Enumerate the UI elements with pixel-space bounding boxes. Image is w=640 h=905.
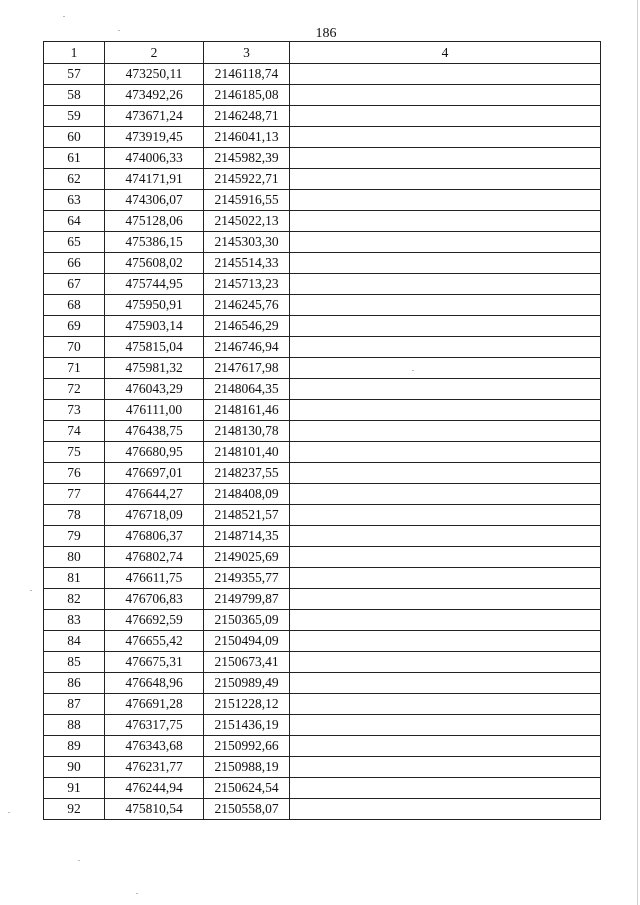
coordinate-x-cell: 474306,07 [105, 190, 204, 211]
row-number-cell: 66 [44, 253, 105, 274]
coordinate-x-cell: 475744,95 [105, 274, 204, 295]
notes-cell [290, 589, 601, 610]
coordinate-y-cell: 2148101,40 [204, 442, 290, 463]
table-row [44, 547, 601, 568]
coordinate-x-cell: 476317,75 [105, 715, 204, 736]
notes-cell [290, 463, 601, 484]
coordinate-y-cell: 2148408,09 [204, 484, 290, 505]
row-number-cell: 73 [44, 400, 105, 421]
coordinate-x-cell: 473250,11 [105, 64, 204, 85]
row-number-cell: 58 [44, 85, 105, 106]
notes-cell [290, 211, 601, 232]
coordinate-x-cell: 476802,74 [105, 547, 204, 568]
coordinate-x-cell: 476231,77 [105, 757, 204, 778]
row-number-cell: 84 [44, 631, 105, 652]
table-row [44, 463, 601, 484]
notes-cell [290, 127, 601, 148]
coordinate-x-cell: 476806,37 [105, 526, 204, 547]
notes-cell [290, 421, 601, 442]
scan-speck [30, 590, 32, 591]
table-row [44, 127, 601, 148]
table-row [44, 274, 601, 295]
notes-cell [290, 526, 601, 547]
table-row [44, 421, 601, 442]
coordinate-y-cell: 2150992,66 [204, 736, 290, 757]
row-number-cell: 57 [44, 64, 105, 85]
coordinate-y-cell: 2151436,19 [204, 715, 290, 736]
coordinate-x-cell: 476697,01 [105, 463, 204, 484]
coordinate-y-cell: 2147617,98 [204, 358, 290, 379]
table-row [44, 64, 601, 85]
notes-cell [290, 736, 601, 757]
coordinate-x-cell: 475810,54 [105, 799, 204, 820]
coordinate-x-cell: 476648,96 [105, 673, 204, 694]
table-row [44, 379, 601, 400]
table-row [44, 757, 601, 778]
notes-cell [290, 253, 601, 274]
coordinate-y-cell: 2148161,46 [204, 400, 290, 421]
notes-cell [290, 484, 601, 505]
row-number-cell: 75 [44, 442, 105, 463]
row-number-cell: 88 [44, 715, 105, 736]
coordinate-y-cell: 2146245,76 [204, 295, 290, 316]
coordinate-y-cell: 2145922,71 [204, 169, 290, 190]
table-row [44, 589, 601, 610]
coordinate-x-cell: 476043,29 [105, 379, 204, 400]
notes-cell [290, 568, 601, 589]
notes-cell [290, 778, 601, 799]
notes-cell [290, 715, 601, 736]
table-row [44, 610, 601, 631]
row-number-cell: 86 [44, 673, 105, 694]
coordinate-y-cell: 2145713,23 [204, 274, 290, 295]
table-row [44, 400, 601, 421]
coordinate-y-cell: 2145514,33 [204, 253, 290, 274]
table-row [44, 358, 601, 379]
coordinate-x-cell: 473671,24 [105, 106, 204, 127]
coordinate-x-cell: 476655,42 [105, 631, 204, 652]
notes-cell [290, 799, 601, 820]
coordinate-y-cell: 2146185,08 [204, 85, 290, 106]
coordinate-y-cell: 2148237,55 [204, 463, 290, 484]
coordinate-y-cell: 2149355,77 [204, 568, 290, 589]
row-number-cell: 71 [44, 358, 105, 379]
row-number-cell: 64 [44, 211, 105, 232]
table-row [44, 337, 601, 358]
table-row [44, 631, 601, 652]
table-row [44, 442, 601, 463]
table-row [44, 694, 601, 715]
coordinate-x-cell: 473492,26 [105, 85, 204, 106]
notes-cell [290, 64, 601, 85]
coordinate-x-cell: 475903,14 [105, 316, 204, 337]
coordinate-y-cell: 2145303,30 [204, 232, 290, 253]
row-number-cell: 61 [44, 148, 105, 169]
column-header-4: 4 [290, 42, 601, 64]
scan-speck [63, 16, 65, 17]
coordinate-x-cell: 475128,06 [105, 211, 204, 232]
notes-cell [290, 232, 601, 253]
coordinate-y-cell: 2146041,13 [204, 127, 290, 148]
notes-cell [290, 673, 601, 694]
coordinate-y-cell: 2145982,39 [204, 148, 290, 169]
table-row [44, 736, 601, 757]
scan-edge-line [637, 0, 638, 905]
coordinate-y-cell: 2150989,49 [204, 673, 290, 694]
scan-speck [118, 30, 120, 31]
table-row [44, 106, 601, 127]
row-number-cell: 78 [44, 505, 105, 526]
coordinate-x-cell: 474006,33 [105, 148, 204, 169]
notes-cell [290, 169, 601, 190]
table-row [44, 484, 601, 505]
row-number-cell: 72 [44, 379, 105, 400]
coordinate-y-cell: 2150558,07 [204, 799, 290, 820]
row-number-cell: 74 [44, 421, 105, 442]
coordinate-x-cell: 476343,68 [105, 736, 204, 757]
row-number-cell: 65 [44, 232, 105, 253]
table-row [44, 526, 601, 547]
row-number-cell: 89 [44, 736, 105, 757]
row-number-cell: 63 [44, 190, 105, 211]
notes-cell [290, 547, 601, 568]
coordinate-y-cell: 2151228,12 [204, 694, 290, 715]
coordinate-x-cell: 476244,94 [105, 778, 204, 799]
row-number-cell: 77 [44, 484, 105, 505]
notes-cell [290, 295, 601, 316]
column-header-1: 1 [44, 42, 105, 64]
notes-cell [290, 379, 601, 400]
row-number-cell: 83 [44, 610, 105, 631]
table-row [44, 190, 601, 211]
row-number-cell: 91 [44, 778, 105, 799]
table-row [44, 673, 601, 694]
notes-cell [290, 337, 601, 358]
coordinate-x-cell: 476611,75 [105, 568, 204, 589]
column-header-3: 3 [204, 42, 290, 64]
scan-speck [78, 860, 80, 861]
coordinate-x-cell: 476680,95 [105, 442, 204, 463]
notes-cell [290, 442, 601, 463]
notes-cell [290, 85, 601, 106]
row-number-cell: 92 [44, 799, 105, 820]
table-row [44, 169, 601, 190]
coordinates-table [43, 41, 601, 820]
coordinate-y-cell: 2150988,19 [204, 757, 290, 778]
coordinate-y-cell: 2146746,94 [204, 337, 290, 358]
notes-cell [290, 106, 601, 127]
table-row [44, 316, 601, 337]
coordinate-y-cell: 2150624,54 [204, 778, 290, 799]
row-number-cell: 67 [44, 274, 105, 295]
table-row [44, 211, 601, 232]
row-number-cell: 60 [44, 127, 105, 148]
coordinate-x-cell: 475981,32 [105, 358, 204, 379]
row-number-cell: 79 [44, 526, 105, 547]
notes-cell [290, 610, 601, 631]
table-row [44, 232, 601, 253]
coordinate-x-cell: 475815,04 [105, 337, 204, 358]
scan-speck [136, 893, 138, 894]
coordinate-y-cell: 2146118,74 [204, 64, 290, 85]
notes-cell [290, 358, 601, 379]
table-row [44, 778, 601, 799]
coordinate-x-cell: 475608,02 [105, 253, 204, 274]
table-body [44, 64, 601, 820]
page-number: 186 [315, 26, 337, 41]
notes-cell [290, 631, 601, 652]
coordinate-y-cell: 2146248,71 [204, 106, 290, 127]
coordinate-y-cell: 2150365,09 [204, 610, 290, 631]
coordinate-x-cell: 476644,27 [105, 484, 204, 505]
coordinate-y-cell: 2149799,87 [204, 589, 290, 610]
row-number-cell: 80 [44, 547, 105, 568]
scan-speck [8, 812, 10, 813]
coordinate-y-cell: 2150673,41 [204, 652, 290, 673]
row-number-cell: 81 [44, 568, 105, 589]
notes-cell [290, 274, 601, 295]
row-number-cell: 70 [44, 337, 105, 358]
coordinate-y-cell: 2146546,29 [204, 316, 290, 337]
row-number-cell: 62 [44, 169, 105, 190]
coordinate-y-cell: 2145916,55 [204, 190, 290, 211]
row-number-cell: 69 [44, 316, 105, 337]
table-row [44, 253, 601, 274]
coordinate-y-cell: 2145022,13 [204, 211, 290, 232]
coordinate-y-cell: 2148521,57 [204, 505, 290, 526]
row-number-cell: 90 [44, 757, 105, 778]
coordinate-y-cell: 2148064,35 [204, 379, 290, 400]
coordinate-y-cell: 2148714,35 [204, 526, 290, 547]
table-row [44, 799, 601, 820]
table-row [44, 85, 601, 106]
coordinate-x-cell: 476111,00 [105, 400, 204, 421]
notes-cell [290, 757, 601, 778]
notes-cell [290, 400, 601, 421]
table-header-row [44, 42, 601, 64]
notes-cell [290, 694, 601, 715]
coordinate-x-cell: 473919,45 [105, 127, 204, 148]
coordinate-y-cell: 2148130,78 [204, 421, 290, 442]
table-row [44, 148, 601, 169]
row-number-cell: 82 [44, 589, 105, 610]
table-row [44, 715, 601, 736]
row-number-cell: 68 [44, 295, 105, 316]
coordinate-y-cell: 2150494,09 [204, 631, 290, 652]
table-row [44, 568, 601, 589]
table-row [44, 505, 601, 526]
row-number-cell: 76 [44, 463, 105, 484]
coordinate-x-cell: 474171,91 [105, 169, 204, 190]
table-row [44, 652, 601, 673]
row-number-cell: 87 [44, 694, 105, 715]
notes-cell [290, 148, 601, 169]
notes-cell [290, 505, 601, 526]
notes-cell [290, 316, 601, 337]
row-number-cell: 85 [44, 652, 105, 673]
notes-cell [290, 652, 601, 673]
notes-cell [290, 190, 601, 211]
coordinate-x-cell: 475386,15 [105, 232, 204, 253]
coordinate-x-cell: 476706,83 [105, 589, 204, 610]
coordinate-x-cell: 476675,31 [105, 652, 204, 673]
coordinate-y-cell: 2149025,69 [204, 547, 290, 568]
column-header-2: 2 [105, 42, 204, 64]
table-row [44, 295, 601, 316]
row-number-cell: 59 [44, 106, 105, 127]
coordinate-x-cell: 475950,91 [105, 295, 204, 316]
coordinate-x-cell: 476438,75 [105, 421, 204, 442]
coordinate-x-cell: 476718,09 [105, 505, 204, 526]
coordinate-x-cell: 476691,28 [105, 694, 204, 715]
scan-speck [412, 370, 414, 371]
coordinate-x-cell: 476692,59 [105, 610, 204, 631]
